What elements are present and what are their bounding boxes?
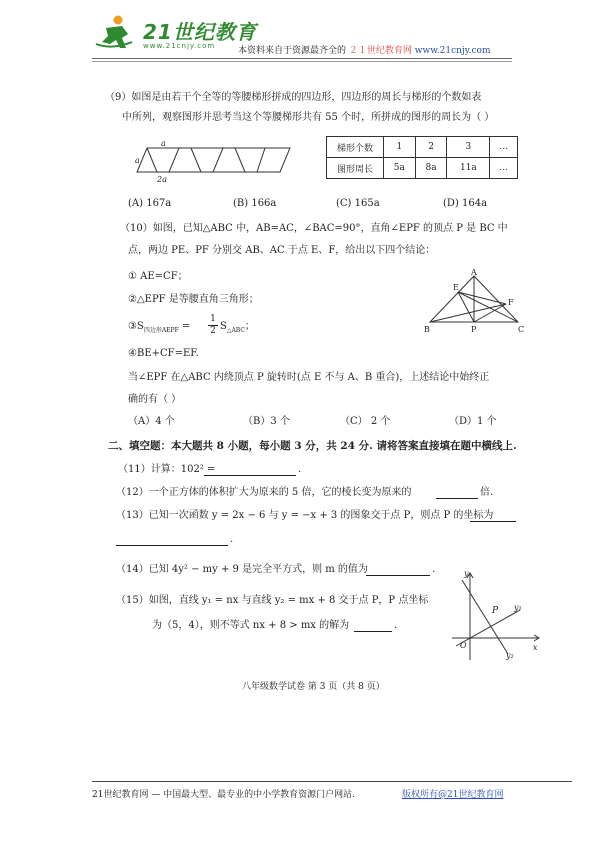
q12-end: 倍. <box>480 487 494 498</box>
q15-line2: 为（5，4），则不等式 nx + 8 > mx 的解为 <box>152 620 350 631</box>
q10-option-b: （B）3 个 <box>243 416 290 427</box>
q10-label-b: B <box>424 325 430 334</box>
q9-table-header-3: 3 <box>447 137 490 158</box>
q13-end: . <box>230 534 234 545</box>
q14-text: （14）已知 4y² − my + 9 是完全平方式，则 m 的值为 <box>116 564 368 575</box>
q10-label-e: E <box>453 283 459 292</box>
q9-line2: 中所列，观察图形并思考当这个等腰梯形共有 55 个时，所拼成的图形的周长为（ ） <box>122 112 495 123</box>
q10-conclusion-2: ②△EPF 是等腰直角三角形； <box>128 294 259 305</box>
header-divider-thin <box>92 61 512 62</box>
q10-label-a: A <box>471 268 477 277</box>
header-url[interactable]: www.21cnjy.com <box>414 46 491 56</box>
q15-answer-blank[interactable] <box>354 631 392 632</box>
q10-conclusion-1: ① AE=CF； <box>128 271 188 282</box>
q9-table-cell-3: 11a <box>447 158 490 179</box>
q11-text: （11）计算：102² = <box>118 464 216 475</box>
q10-label-c: C <box>518 325 525 334</box>
header-site: ２１世纪教育网 <box>348 46 412 56</box>
q13-answer-blank-1[interactable] <box>470 521 516 522</box>
q10-conclusion-3: $③S_{四边形AEPF}$ = <box>128 321 191 334</box>
q9-option-a: (A) 167a <box>128 198 172 209</box>
q9-table-cell-2: 8a <box>415 158 447 179</box>
q15-line1: （15）如图，直线 y₁ = nx 与直线 y₂ = mx + 8 交于点 P，P 点坐标 <box>116 595 429 606</box>
q10-conclusion-3-rhs: $S_{\triangle ABC}$； <box>220 321 255 334</box>
q9-table <box>326 136 518 179</box>
header-note: 本资料来自于资源最齐全的 ２１世纪教育网 www.21cnjy.com <box>238 46 491 56</box>
logo-url: www.21cnjy.com <box>143 42 216 50</box>
q15-label-x: x <box>533 643 538 652</box>
page-number: 八年级数学试卷 第 3 页（共 8 页） <box>242 682 385 692</box>
q9-table-cell-1: 5a <box>384 158 416 179</box>
q10-fraction: 1 2 <box>208 314 218 337</box>
q10-line1: （10）如图，已知△ABC 中，AB=AC，∠BAC=90°，直角∠EPF 的顶点 P 是 BC 中 <box>120 223 508 234</box>
q10-line2: 点，两边 PE、PF 分别交 AB、AC 于点 E、F，给出以下四个结论： <box>128 245 436 256</box>
q9-option-d: (D) 164a <box>443 198 488 209</box>
q10-triangle-figure <box>422 268 532 334</box>
q9-option-c: (C) 165a <box>336 198 380 209</box>
q9-fig-label-a-left: a <box>135 156 140 165</box>
q11-end: . <box>298 464 302 475</box>
q9-table-cell-4: … <box>490 158 518 179</box>
q15-label-p: P <box>492 606 499 616</box>
q10-conclusion-4: ④BE+CF=EF. <box>128 348 199 359</box>
q9-line1: （9）如图是由若干个全等的等腰梯形拼成的四边形，四边形的周长与梯形的个数如表 <box>105 92 482 103</box>
q10-label-f: F <box>508 298 514 307</box>
q9-option-b: (B) 166a <box>233 198 277 209</box>
q14-end: . <box>432 564 436 575</box>
q9-table-header-2: 2 <box>415 137 447 158</box>
q10-option-d: （D）1 个 <box>449 416 497 427</box>
q13-text: （13）已知一次函数 y = 2x − 6 与 y = −x + 3 的图象交于点 P，则点 P 的坐标为 <box>116 510 494 521</box>
q12-answer-blank[interactable] <box>436 498 478 499</box>
q9-trapezoid-figure <box>135 138 305 184</box>
q13-answer-blank-2[interactable] <box>116 545 228 546</box>
section2-title: 二、填空题：本大题共 8 小题，每小题 3 分，共 24 分. 请将答案直接填在题中横线上. <box>108 440 517 452</box>
q10-label-p: P <box>471 325 477 334</box>
header-divider <box>92 58 512 59</box>
q10-line4: 确的有（ ） <box>128 394 182 405</box>
q15-label-y: y <box>464 569 469 578</box>
q10-option-c: （C） 2 个 <box>340 416 391 427</box>
q11-answer-blank[interactable] <box>204 475 296 476</box>
q10-line3: 当∠EPF 在△ABC 内绕顶点 P 旋转时(点 E 不与 A、B 重合)，上述结论中始终正 <box>128 372 490 383</box>
q9-table-cell-0: 图形周长 <box>327 158 384 179</box>
q15-label-y1: y₁ <box>514 603 522 612</box>
footer-divider <box>92 781 572 782</box>
q9-table-header-4: … <box>490 137 518 158</box>
q9-fig-label-2a: 2a <box>157 175 167 184</box>
q9-table-header-0: 梯形个数 <box>327 137 384 158</box>
q15-label-o: O <box>460 641 467 650</box>
footer-left: 21世纪教育网 — 中国最大型、最专业的中小学教育资源门户网站. <box>92 790 356 800</box>
q9-table-header-1: 1 <box>384 137 416 158</box>
q15-end: . <box>394 620 398 631</box>
q15-label-y2: y₂ <box>506 651 514 660</box>
runner-logo-icon <box>92 14 142 52</box>
footer-copyright-link[interactable]: 版权所有@21世纪教育网 <box>402 790 504 800</box>
q14-answer-blank[interactable] <box>366 575 430 576</box>
q12-text: （12）一个正方体的体积扩大为原来的 5 倍，它的棱长变为原来的 <box>116 487 412 498</box>
logo-text: 21世纪教育 <box>143 20 257 44</box>
q10-option-a: （A）4 个 <box>128 416 175 427</box>
q15-graph-figure <box>450 568 545 663</box>
q9-fig-label-a-top: a <box>161 139 166 148</box>
